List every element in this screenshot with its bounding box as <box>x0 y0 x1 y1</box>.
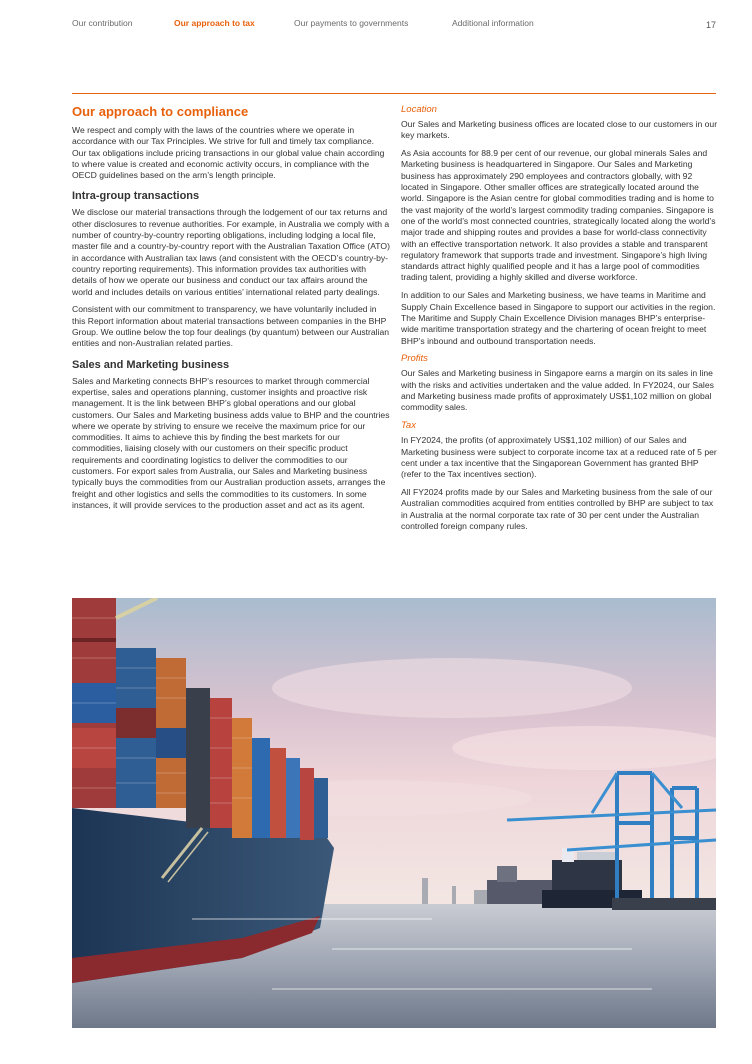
sales-marketing-paragraph: Sales and Marketing connects BHP’s resources to market through commercial expertise, sales and operations planning, customer insights and proactive risk management. It is the link between BHP’s global operations and our global customers. Our Sales and Marketing business adds value to BHP and the countries where we operate by striving to ensure we receive the maximum price for our commodities. It aims to achieve this by finding the best markets for our commodities, liaising closely with our customers on their specific product requirements and coordinating logistics to deliver the commodities to our customers. For export sales from Australia, our Sales and Marketing business typically buys the commodities from our Australian production assets, arranges the freight and other logistics and sells the commodities to its customers. In some instances, it will provide services to the production asset and act as its agent. <box>72 375 390 510</box>
intra-group-paragraph-2: Consistent with our commitment to transparency, we have voluntarily included in this Report information about material transactions between companies in the BHP Group. We outline below the top four dealings (by quantum) between our Australian entities and non-Australian related parties. <box>72 304 390 349</box>
compliance-paragraph: We respect and comply with the laws of the countries where we operate in accordance with our Tax Principles. We strive for full and timely tax compliance. Our tax obligations include pricing transactions in our global value chain according to where value is created and economic activity occurs, in compliance with the OECD guidelines based on the arm’s length principle. <box>72 125 385 181</box>
page-title: Our approach to compliance <box>72 104 249 119</box>
nav-our-approach-to-tax[interactable]: Our approach to tax <box>174 18 255 28</box>
intra-group-paragraph-1: We disclose our material transactions through the lodgement of our tax returns and other disclosures to revenue authorities. For example, in Australia we comply with a number of country-by-country reporting obligations, including lodging a local file, master file and a country-by-country report with the Australian Taxation Office (ATO) in accordance with Australian tax laws (and consistent with the OECD’s country-by-country reporting requirements). This information provides tax authorities with details of how we operate our business and conduct our tax affairs around the world and includes details on various entities’ international related party dealings. <box>72 207 390 297</box>
right-column <box>401 104 719 539</box>
tax-paragraph-1: In FY2024, the profits (of approximately US$1,102 million) of our Sales and Marketing business were subject to corporate income tax at a reduced rate of 5 per cent under a tax incentive that the Singaporean Government has granted BHP (refer to the Tax incentives section). <box>401 435 717 480</box>
intra-group-heading: Intra-group transactions <box>72 190 200 203</box>
port-illustration <box>72 598 716 1028</box>
left-column <box>72 104 390 518</box>
header-divider <box>72 93 716 94</box>
page-number: 17 <box>706 20 717 30</box>
location-heading: Location <box>401 104 437 115</box>
profits-heading: Profits <box>401 353 428 365</box>
profits-paragraph: Our Sales and Marketing business in Singapore earns a margin on its sales in line with the risks and activities undertaken and the value added. In FY2024, our Sales and Marketing business made profits of approximately US$1,102 million on global commodity sales. <box>401 368 714 413</box>
location-paragraph-3: In addition to our Sales and Marketing business, we have teams in Maritime and Supply Chain Excellence based in Singapore to support our activities in the region. The Maritime and Supply Chain Excellence Division manages BHP’s enterprise-wide maritime transportation strategy and the chartering of ocean freight to meet BHP’s inbound and outbound transportation needs. <box>401 290 716 346</box>
nav-our-contribution[interactable]: Our contribution <box>72 18 133 28</box>
sales-marketing-heading: Sales and Marketing business <box>72 358 230 371</box>
nav-additional-information[interactable]: Additional information <box>452 18 534 28</box>
location-paragraph-2: As Asia accounts for 88.9 per cent of our revenue, our global minerals Sales and Marketing business is headquartered in Singapore. Our Sales and Marketing business has approximately 290 employees and contractors globally, with 92 located in Singapore. Other smaller offices are strategically located around the world. Singapore is the Asian centre for global commodities trading and is home to the vast majority of the world’s largest commodity trading companies. Singapore is one of the world’s most connected countries, strategically located along the world’s major trade and shipping routes and provides a base for world-class connectivity with an effective transportation network. It also provides a stable and transparent regulatory framework that supports trade and investment. Singapore’s high living standards attract highly qualified people and it has a large pool of commodities trading talent, providing a highly skilled and diverse workforce. <box>401 148 716 283</box>
port-cargo-ship-photo <box>72 598 716 1028</box>
location-paragraph-1: Our Sales and Marketing business offices are located close to our customers in our key markets. <box>401 119 718 141</box>
tax-heading: Tax <box>401 420 416 432</box>
tax-paragraph-2: All FY2024 profits made by our Sales and Marketing business from the sale of our Australian commodities acquired from entities controlled by BHP are subject to tax in Australia at the normal corporate tax rate of 30 per cent under the Australian controlled foreign company rules. <box>401 486 714 531</box>
nav-our-payments-to-governments[interactable]: Our payments to governments <box>294 18 409 28</box>
